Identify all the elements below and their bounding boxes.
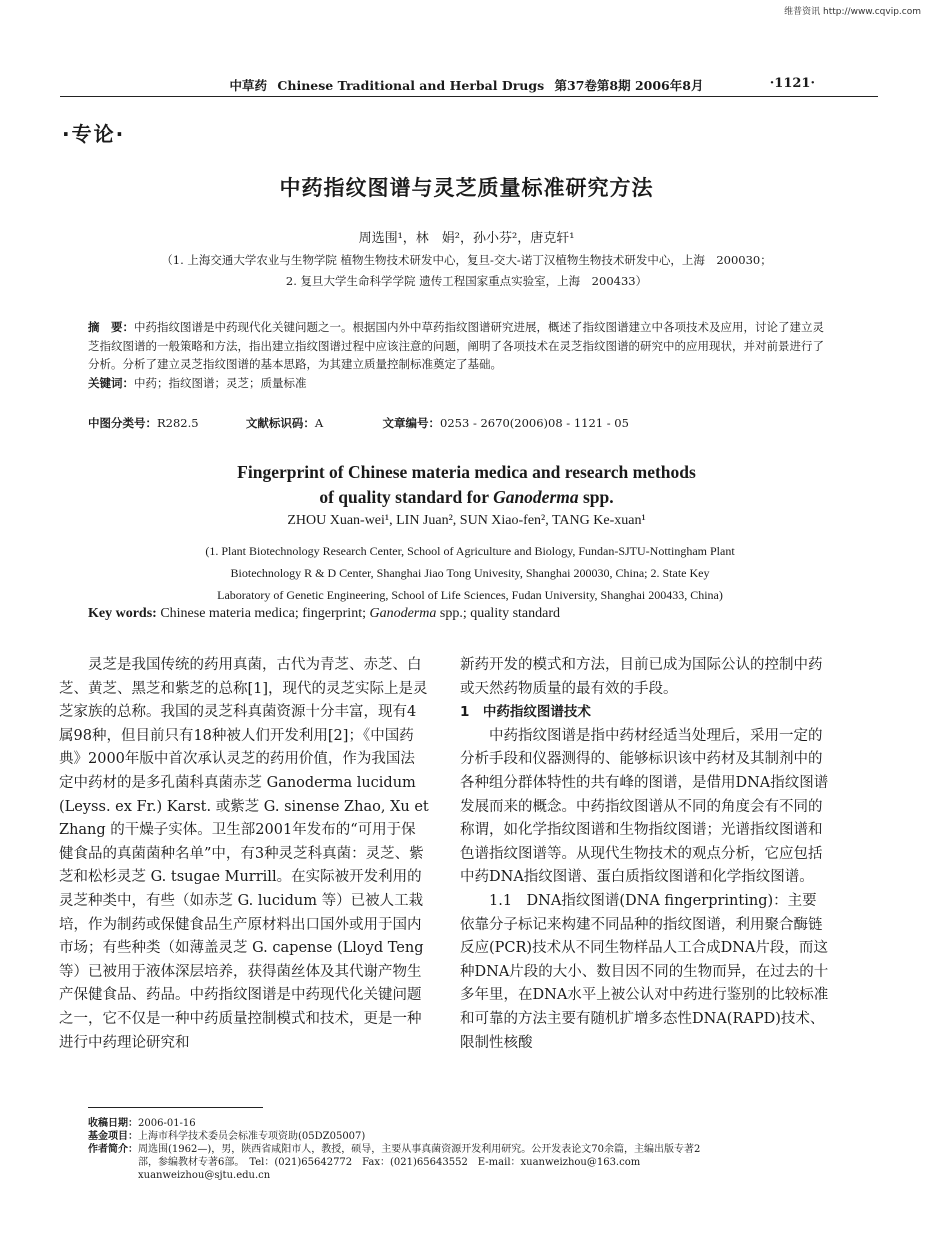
keywords-en-genus: Ganoderma (369, 606, 437, 621)
header-rule (60, 96, 878, 97)
footnote-rule (88, 1107, 263, 1108)
author-bio-label: 作者简介： (88, 1144, 138, 1155)
title-en-line2 (0, 487, 933, 508)
affiliation-en-3: Laboratory of Genetic Engineering, School of Life Sciences, Fudan University, Shanghai 200433, China) (217, 588, 723, 602)
keywords-en-label: Key words: (88, 606, 157, 621)
authors-en: ZHOU Xuan-wei¹, LIN Juan², SUN Xiao-fen², TANG Ke-xuan¹ (287, 513, 646, 528)
page-number: ·1121· (769, 76, 815, 91)
article-no: 0253 - 2670(2006)08 - 1121 - 05 (440, 416, 629, 430)
source-watermark: 维普资讯 http://www.cqvip.com (784, 7, 921, 17)
keywords-label: 关键词： (88, 375, 134, 390)
footnotes (88, 1117, 828, 1182)
affiliation-en-1: (1. Plant Biotechnology Research Center, School of Agriculture and Biology, Fundan-SJTU-Nottingham Plant (205, 544, 735, 558)
keywords-en-post: spp.; quality standard (436, 606, 561, 621)
received-label: 收稿日期： (88, 1118, 138, 1129)
keywords-en (88, 606, 560, 622)
article-no-label: 文章编号： (382, 416, 441, 430)
keywords-en-pre: Chinese materia medica; fingerprint; (156, 606, 370, 621)
keywords-cn: 中药；指纹图谱；灵芝；质量标准 (134, 375, 307, 390)
affiliation-cn-1: （1. 上海交通大学农业与生物学院 植物生物技术研发中心，复旦-交大-诺丁汉植物生物技术研发中心，上海 200030； (161, 253, 772, 267)
journal-name-en: Chinese Traditional and Herbal Drugs (277, 78, 545, 93)
affiliations-en (100, 540, 840, 606)
section-heading-1: 1 中药指纹图谱技术 (460, 704, 591, 721)
title-en-line1: Fingerprint of Chinese materia medica and research methods (237, 462, 696, 482)
body-paragraph: 灵芝是我国传统的药用真菌，古代为青芝、赤芝、白芝、黄芝、黑芝和紫芝的总称[1]，现代的灵芝实际上是灵芝家族的总称。我国的灵芝科真菌资源十分丰富，现有4属98种，但目前只有18种被人们开发利用[2]；《中国药典》2000年版中首次承认灵芝的药用价值，作为我国法定中药材的是多孔菌科真菌赤芝 Ganoderma lucidum (Leyss. ex Fr.) Karst. 或紫芝 G. sinense Zhao, Xu et Zhang 的干燥子实体。卫生部2001年发布的“可用于保健食品的真菌菌种名单”中，有3种灵芝科真菌：灵芝、紫芝和松杉灵芝 G. tsugae Murrill。在实际被开发利用的灵芝种类中，有些（如赤芝 G. lucidum 等）已被人工栽培，作为制药或保健食品生产原材料出口国外或用于国内市场；有些种类（如薄盖灵芝 G. capense (Lloyd Teng 等）已被用于液体深层培养，获得菌丝体及其代谢产物生产保健食品、药品。中药指纹图谱是中药现代化关键问题之一，它不仅是一种中药质量控制模式和技术，更是一种进行中药理论研究和 (59, 657, 429, 1051)
author-bio-line1: 周选围(1962—)，男，陕西省咸阳市人，教授，硕导，主要从事真菌资源开发利用研究。公开发表论文70余篇，主编出版专著2 (138, 1144, 701, 1155)
subsection-paragraph: 1.1 DNA指纹图谱(DNA fingerprinting)：主要依靠分子标记来构建不同品种的指纹图谱，利用聚合酶链反应(PCR)技术从不同生物样品人工合成DNA片段，而这种DNA片段的大小、数目因不同的生物而异，在过去的十多年里，在DNA水平上被公认对中药进行鉴别的比较标准和可靠的方法主要有随机扩增多态性DNA(RAPD)技术、限制性核酸 (460, 892, 829, 1051)
title-en-line2-post: spp. (578, 487, 614, 507)
clc-label: 中图分类号： (88, 416, 157, 430)
journal-name-cn: 中草药 (229, 78, 268, 93)
doc-code-label: 文献标识码： (245, 416, 315, 430)
author-bio-line2: 部，参编教材专著6部。 Tel：(021)65642772 Fax：(021)65643552 E-mail：xuanweizhou@163.com (138, 1157, 641, 1168)
body-column-left (59, 654, 429, 1055)
abstract-cn (88, 318, 828, 392)
abstract-label: 摘 要： (88, 320, 134, 334)
section-label: ·专论· (62, 122, 126, 146)
abstract-text: 中药指纹图谱是中药现代化关键问题之一。根据国内外中草药指纹图谱研究进展，概述了指纹图谱建立中各项技术及应用，讨论了建立灵芝指纹图谱的一般策略和方法，指出建立指纹图谱过程中应该注意的问题，阐明了各项技术在灵芝指纹图谱的研究中的应用现状，并对前景进行了分析。分析了建立灵芝指纹图谱的基本思路，为其建立质量控制标准奠定了基础。 (88, 320, 824, 371)
authors-cn: 周选围¹，林 娟²，孙小芬²，唐克轩¹ (358, 231, 575, 246)
fund-label: 基金项目： (88, 1131, 138, 1142)
fund-text: 上海市科学技术委员会标准专项资助(05DZ05007) (138, 1131, 366, 1142)
affiliation-cn-2: 2. 复旦大学生命科学学院 遗传工程国家重点实验室，上海 200433） (285, 274, 648, 288)
issue-info: 第37卷第8期 2006年8月 (554, 78, 704, 93)
title-cn: 中药指纹图谱与灵芝质量标准研究方法 (279, 176, 654, 200)
classification-line (88, 415, 629, 431)
body-paragraph: 中药指纹图谱是指中药材经适当处理后，采用一定的分析手段和仪器测得的、能够标识该中药材及其制剂中的各种组分群体特性的共有峰的图谱，是借用DNA指纹图谱发展而来的概念。中药指纹图谱从不同的角度会有不同的称谓，如化学指纹图谱和生物指纹图谱；光谱指纹图谱和色谱指纹图谱等。从现代生物技术的观点分析，它应包括中药DNA指纹图谱、蛋白质指纹图谱和化学指纹图谱。 (460, 727, 829, 886)
affiliation-en-2: Biotechnology R & D Center, Shanghai Jiao Tong Univesity, Shanghai 200030, China; 2. State Key (230, 566, 710, 580)
running-head (0, 76, 933, 94)
author-bio-line3: xuanweizhou@sjtu.edu.cn (138, 1170, 271, 1181)
body-paragraph-continued: 新药开发的模式和方法，目前已成为国际公认的控制中药或天然药物质量的最有效的手段。 (460, 657, 823, 697)
received-date: 2006-01-16 (138, 1118, 196, 1129)
clc-code: R282.5 (157, 416, 199, 430)
title-en-genus: Ganoderma (493, 487, 579, 507)
body-column-right (460, 654, 830, 1055)
doc-code: A (314, 416, 324, 430)
title-en-line2-pre: of quality standard for (319, 487, 494, 507)
